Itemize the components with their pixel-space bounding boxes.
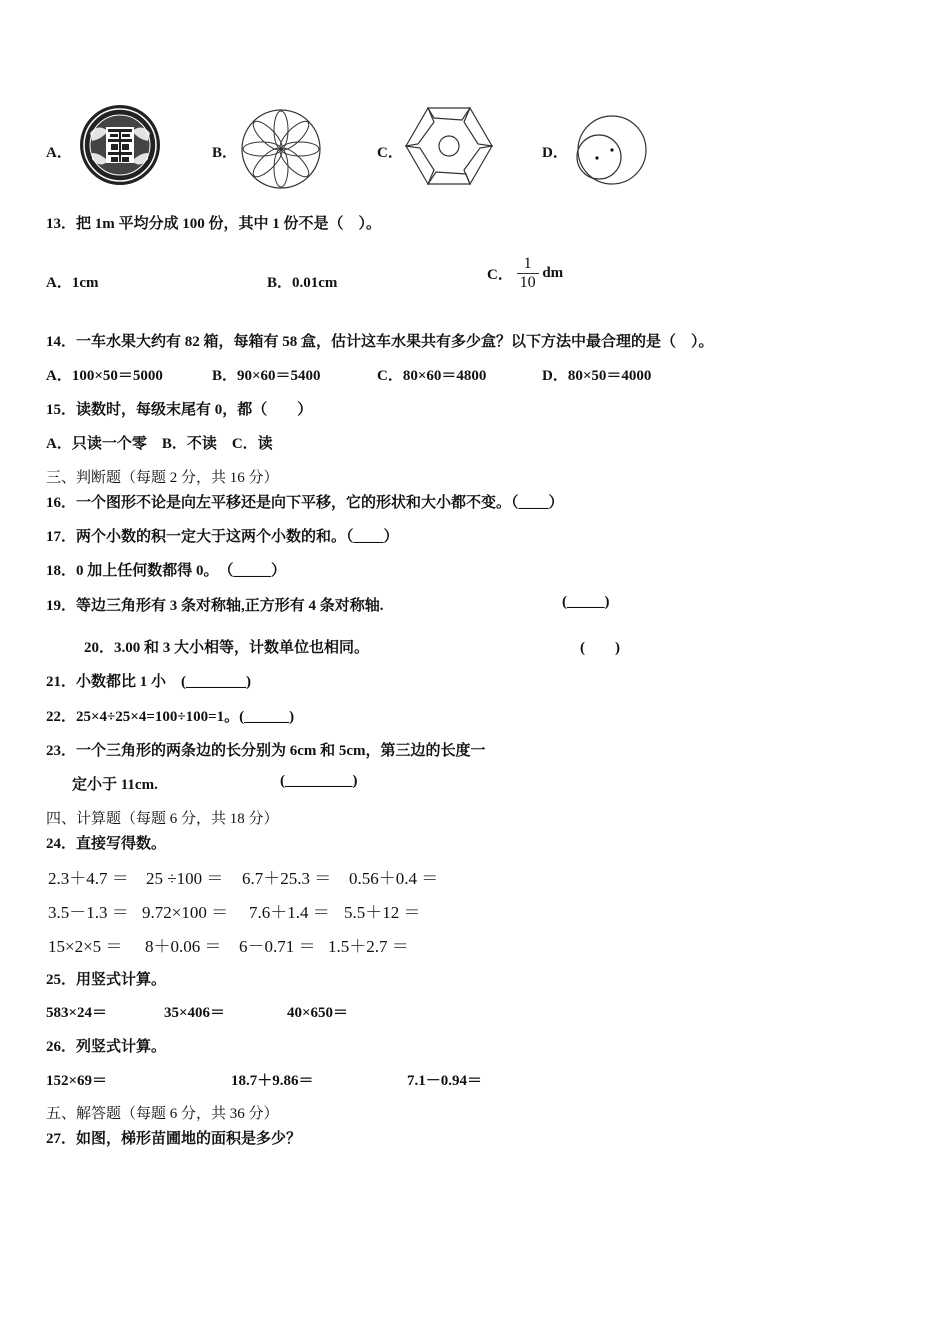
q18: 18．0 加上任何数都得 0。 （_____）: [46, 563, 287, 579]
q14-stem: 14．一车水果大约有 82 箱，每箱有 58 盒，估计这车水果共有多少盒？以下方法中最合理的是（ ）。: [46, 334, 714, 350]
q23-line2: 定小于 11cm.: [72, 777, 158, 793]
q24-item: 8＋0.06 ＝: [145, 937, 222, 956]
q13-option-c-fraction: [517, 255, 539, 292]
q14-option-c: C．80×60＝4800: [377, 368, 487, 384]
q15-stem: 15．读数时，每级末尾有 0，都（ ）: [46, 402, 313, 418]
q22: 22．25×4÷25×4=100÷100=1。(______): [46, 709, 295, 725]
q24-item: 0.56＋0.4 ＝: [349, 869, 439, 888]
q14-option-d: D．80×50＝4000: [542, 368, 652, 384]
q25-item: 35×406＝: [164, 1005, 226, 1021]
figure-c-label: C．: [377, 145, 403, 161]
figure-a-label: A．: [46, 145, 72, 161]
q21: 21．小数都比 1 小 (________): [46, 674, 251, 690]
q24-item: 7.6＋1.4 ＝: [249, 903, 330, 922]
q24-item: 6.7＋25.3 ＝: [242, 869, 332, 888]
q19-stem: 19．等边三角形有 3 条对称轴,正方形有 4 条对称轴.: [46, 598, 384, 614]
q24-item: 3.5－1.3 ＝: [48, 903, 129, 922]
q16: 16．一个图形不论是向左平移还是向下平移，它的形状和大小都不变。（____）: [46, 495, 564, 511]
q14-option-b: B．90×60＝5400: [212, 368, 321, 384]
q15-options: A．只读一个零 B．不读 C．读: [46, 436, 273, 452]
figure-b-label: B．: [212, 145, 238, 161]
circles-with-center-icon: [574, 114, 650, 188]
q26-item: 152×69＝: [46, 1073, 108, 1089]
fraction-numerator: 1: [517, 255, 539, 274]
q13-option-a: A．1cm: [46, 275, 99, 291]
q13-stem: 13．把 1m 平均分成 100 份，其中 1 份不是（ ）。: [46, 216, 381, 232]
section-3-heading: 三、判断题（每题 2 分，共 16 分）: [46, 470, 279, 486]
q24-item: 6－0.71 ＝: [239, 937, 316, 956]
q25-item: 583×24＝: [46, 1005, 108, 1021]
q24-item: 15×2×5 ＝: [48, 937, 123, 956]
q20-blank: ( ): [580, 640, 620, 656]
section-4-heading: 四、计算题（每题 6 分，共 18 分）: [46, 811, 279, 827]
q13-option-c-prefix: C．: [487, 267, 513, 283]
q24-stem: 24．直接写得数。: [46, 836, 167, 852]
q25-stem: 25．用竖式计算。: [46, 972, 167, 988]
flower-in-circle-icon: [240, 108, 322, 190]
q23-blank: (_________): [280, 773, 358, 789]
q13-option-b: B．0.01cm: [267, 275, 338, 291]
q27: 27．如图，梯形苗圃地的面积是多少？: [46, 1131, 302, 1147]
q23-line1: 23．一个三角形的两条边的长分别为 6cm 和 5cm，第三边的长度一: [46, 743, 486, 759]
figure-d-label: D．: [542, 145, 568, 161]
q14-option-a: A．100×50＝5000: [46, 368, 163, 384]
q24-item: 1.5＋2.7 ＝: [328, 937, 409, 956]
q20-stem: 20．3.00 和 3 大小相等，计数单位也相同。: [84, 640, 370, 656]
q24-item: 2.3＋4.7 ＝: [48, 869, 129, 888]
q26-item: 7.1－0.94＝: [407, 1073, 483, 1089]
q24-item: 5.5＋12 ＝: [344, 903, 421, 922]
q24-item: 25 ÷100 ＝: [146, 869, 224, 888]
q25-item: 40×650＝: [287, 1005, 349, 1021]
q13-option-c-unit: dm: [542, 265, 564, 281]
q26-stem: 26．列竖式计算。: [46, 1039, 167, 1055]
pinwheel-hexagon-icon: [404, 106, 494, 186]
q13-option-c: [487, 255, 563, 292]
q26-item: 18.7＋9.86＝: [231, 1073, 314, 1089]
q24-item: 9.72×100 ＝: [142, 903, 229, 922]
double-happiness-emblem-icon: [78, 103, 162, 187]
fraction-denominator: 10: [519, 274, 536, 291]
section-5-heading: 五、解答题（每题 6 分，共 36 分）: [46, 1106, 279, 1122]
q17: 17．两个小数的积一定大于这两个小数的和。（____）: [46, 529, 399, 545]
q19-blank: (_____): [562, 594, 610, 610]
